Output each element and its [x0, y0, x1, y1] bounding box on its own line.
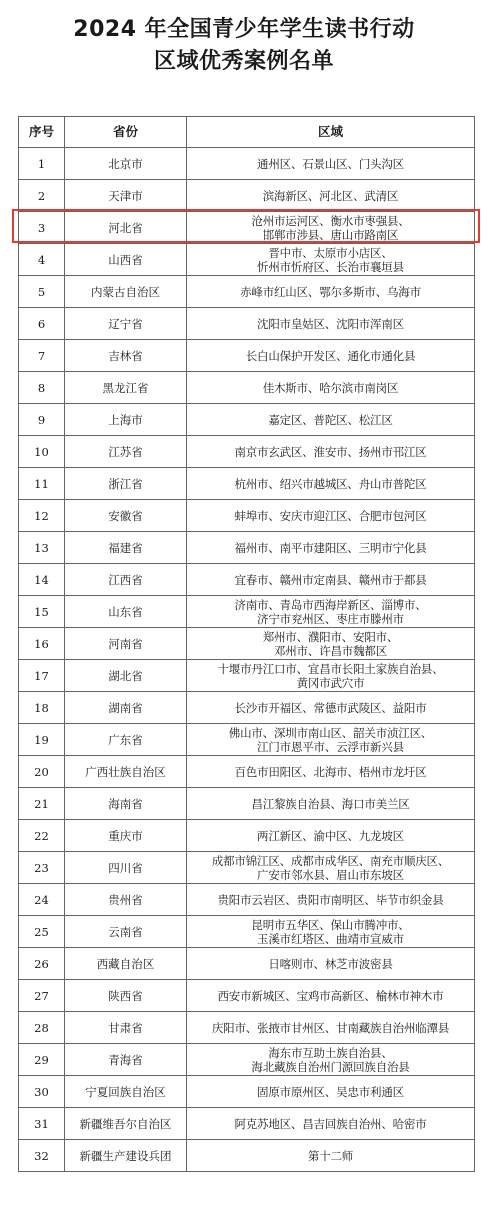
table-row — [19, 916, 475, 948]
table-row — [19, 1076, 475, 1108]
row-province: 吉林省 — [65, 340, 187, 372]
area-line: 贵阳市云岩区、贵阳市南明区、毕节市织金县 — [217, 892, 444, 907]
area-line: 邯郸市涉县、唐山市路南区 — [262, 227, 399, 242]
row-province: 内蒙古自治区 — [65, 276, 187, 308]
header-number: 序号 — [19, 117, 65, 148]
row-province: 海南省 — [65, 788, 187, 820]
table-row — [19, 276, 475, 308]
table-row — [19, 820, 475, 852]
row-province: 湖南省 — [65, 692, 187, 724]
row-areas — [187, 404, 475, 436]
table-row — [19, 980, 475, 1012]
table-row — [19, 372, 475, 404]
row-number: 13 — [19, 532, 65, 564]
table-row — [19, 596, 475, 628]
area-line: 阿克苏地区、昌吉回族自治州、哈密市 — [234, 1116, 427, 1131]
row-province: 山东省 — [65, 596, 187, 628]
row-province: 福建省 — [65, 532, 187, 564]
row-number: 2 — [19, 180, 65, 212]
table-row — [19, 692, 475, 724]
row-number: 29 — [19, 1044, 65, 1076]
area-line: 福州市、南平市建阳区、三明市宁化县 — [234, 540, 427, 555]
case-list-table — [18, 116, 475, 1172]
row-number: 27 — [19, 980, 65, 1012]
row-number: 10 — [19, 436, 65, 468]
row-number: 31 — [19, 1108, 65, 1140]
row-number: 4 — [19, 244, 65, 276]
area-line: 宜春市、赣州市定南县、赣州市于都县 — [234, 572, 427, 587]
row-areas — [187, 500, 475, 532]
area-line: 江门市恩平市、云浮市新兴县 — [257, 739, 404, 754]
row-province: 新疆维吾尔自治区 — [65, 1108, 187, 1140]
row-areas — [187, 884, 475, 916]
area-line: 杭州市、绍兴市越城区、舟山市普陀区 — [234, 476, 427, 491]
area-line: 晋中市、太原市小店区、 — [268, 245, 393, 260]
table-row — [19, 788, 475, 820]
area-line: 赤峰市红山区、鄂尔多斯市、乌海市 — [240, 284, 421, 299]
row-areas — [187, 276, 475, 308]
table-row — [19, 148, 475, 180]
title-line-1: 2024 年全国青少年学生读书行动 — [73, 17, 415, 42]
area-line: 郑州市、濮阳市、安阳市、 — [262, 629, 399, 644]
row-number: 9 — [19, 404, 65, 436]
row-number: 21 — [19, 788, 65, 820]
row-province: 西藏自治区 — [65, 948, 187, 980]
area-line: 昌江黎族自治县、海口市美兰区 — [251, 796, 410, 811]
row-province: 陕西省 — [65, 980, 187, 1012]
row-number: 8 — [19, 372, 65, 404]
area-line: 邓州市、许昌市魏都区 — [274, 643, 387, 658]
row-areas — [187, 436, 475, 468]
row-number: 23 — [19, 852, 65, 884]
table-row — [19, 436, 475, 468]
row-areas — [187, 308, 475, 340]
row-province: 湖北省 — [65, 660, 187, 692]
table-row — [19, 468, 475, 500]
area-line: 佛山市、深圳市南山区、韶关市浈江区、 — [228, 725, 433, 740]
table-row — [19, 1108, 475, 1140]
area-line: 通州区、石景山区、门头沟区 — [257, 156, 404, 171]
row-areas — [187, 1012, 475, 1044]
row-areas — [187, 980, 475, 1012]
row-number: 5 — [19, 276, 65, 308]
row-number: 25 — [19, 916, 65, 948]
row-province: 江西省 — [65, 564, 187, 596]
area-line: 广安市邻水县、眉山市东坡区 — [257, 867, 404, 882]
area-line: 固原市原州区、吴忠市利通区 — [257, 1084, 404, 1099]
area-line: 西安市新城区、宝鸡市高新区、榆林市神木市 — [217, 988, 444, 1003]
table-row — [19, 660, 475, 692]
row-areas — [187, 372, 475, 404]
area-line: 海北藏族自治州门源回族自治县 — [251, 1059, 410, 1074]
row-province: 甘肃省 — [65, 1012, 187, 1044]
row-areas — [187, 468, 475, 500]
row-areas — [187, 148, 475, 180]
row-areas — [187, 948, 475, 980]
row-number: 11 — [19, 468, 65, 500]
row-province: 新疆生产建设兵团 — [65, 1140, 187, 1172]
row-province: 广西壮族自治区 — [65, 756, 187, 788]
title-line-2: 区域优秀案例名单 — [153, 49, 334, 74]
row-number: 20 — [19, 756, 65, 788]
row-province: 四川省 — [65, 852, 187, 884]
table-row — [19, 852, 475, 884]
table-row — [19, 884, 475, 916]
row-number: 16 — [19, 628, 65, 660]
row-areas — [187, 916, 475, 948]
row-areas — [187, 340, 475, 372]
area-line: 济宁市兖州区、枣庄市滕州市 — [257, 611, 404, 626]
table-row — [19, 564, 475, 596]
header-province: 省份 — [65, 117, 187, 148]
row-number: 32 — [19, 1140, 65, 1172]
row-number: 12 — [19, 500, 65, 532]
area-line: 济南市、青岛市西海岸新区、淄博市、 — [234, 597, 427, 612]
row-number: 22 — [19, 820, 65, 852]
row-province: 青海省 — [65, 1044, 187, 1076]
area-line: 第十二师 — [307, 1148, 354, 1163]
area-line: 长白山保护开发区、通化市通化县 — [245, 348, 416, 363]
row-province: 山西省 — [65, 244, 187, 276]
row-province: 江苏省 — [65, 436, 187, 468]
row-areas — [187, 1076, 475, 1108]
row-province: 宁夏回族自治区 — [65, 1076, 187, 1108]
row-province: 黑龙江省 — [65, 372, 187, 404]
row-number: 7 — [19, 340, 65, 372]
area-line: 日喀则市、林芝市波密县 — [268, 956, 393, 971]
table-row — [19, 308, 475, 340]
row-areas — [187, 660, 475, 692]
area-line: 沧州市运河区、衡水市枣强县、 — [251, 213, 410, 228]
row-province: 重庆市 — [65, 820, 187, 852]
table-row — [19, 628, 475, 660]
row-province: 河北省 — [65, 212, 187, 244]
row-areas — [187, 596, 475, 628]
row-number: 18 — [19, 692, 65, 724]
row-number: 15 — [19, 596, 65, 628]
row-areas — [187, 692, 475, 724]
area-line: 十堰市丹江口市、宜昌市长阳土家族自治县、 — [217, 661, 444, 676]
area-line: 长沙市开福区、常德市武陵区、益阳市 — [234, 700, 427, 715]
row-areas — [187, 756, 475, 788]
row-number: 26 — [19, 948, 65, 980]
row-areas — [187, 724, 475, 756]
area-line: 昆明市五华区、保山市腾冲市、 — [251, 917, 410, 932]
row-province: 贵州省 — [65, 884, 187, 916]
row-province: 天津市 — [65, 180, 187, 212]
row-province: 浙江省 — [65, 468, 187, 500]
row-number: 6 — [19, 308, 65, 340]
table-row — [19, 756, 475, 788]
row-areas — [187, 820, 475, 852]
row-areas — [187, 1044, 475, 1076]
row-province: 安徽省 — [65, 500, 187, 532]
row-number: 28 — [19, 1012, 65, 1044]
area-line: 成都市锦江区、成都市成华区、南充市顺庆区、 — [211, 853, 450, 868]
row-areas — [187, 852, 475, 884]
table-row — [19, 1140, 475, 1172]
row-areas — [187, 1108, 475, 1140]
area-line: 黄冈市武穴市 — [296, 675, 365, 690]
table-row — [19, 212, 475, 244]
row-province: 辽宁省 — [65, 308, 187, 340]
row-number: 14 — [19, 564, 65, 596]
area-line: 庆阳市、张掖市甘州区、甘南藏族自治州临潭县 — [211, 1020, 450, 1035]
table-row — [19, 948, 475, 980]
row-areas — [187, 1140, 475, 1172]
area-line: 嘉定区、普陀区、松江区 — [268, 412, 393, 427]
table-header-row — [19, 117, 475, 148]
row-areas — [187, 244, 475, 276]
row-number: 30 — [19, 1076, 65, 1108]
area-line: 两江新区、渝中区、九龙坡区 — [257, 828, 404, 843]
area-line: 海东市互助土族自治县、 — [268, 1045, 393, 1060]
row-number: 3 — [19, 212, 65, 244]
table-row — [19, 180, 475, 212]
area-line: 忻州市忻府区、长治市襄垣县 — [257, 259, 404, 274]
table-row — [19, 340, 475, 372]
table-row — [19, 724, 475, 756]
area-line: 百色市田阳区、北海市、梧州市龙圩区 — [234, 764, 427, 779]
row-province: 河南省 — [65, 628, 187, 660]
table-row — [19, 1044, 475, 1076]
row-number: 1 — [19, 148, 65, 180]
table-row — [19, 500, 475, 532]
row-areas — [187, 628, 475, 660]
row-number: 24 — [19, 884, 65, 916]
row-areas — [187, 180, 475, 212]
row-number: 19 — [19, 724, 65, 756]
row-areas — [187, 564, 475, 596]
row-areas — [187, 212, 475, 244]
row-province: 广东省 — [65, 724, 187, 756]
area-line: 南京市玄武区、淮安市、扬州市邗江区 — [234, 444, 427, 459]
area-line: 玉溪市红塔区、曲靖市宣威市 — [257, 931, 404, 946]
area-line: 沈阳市皇姑区、沈阳市浑南区 — [257, 316, 404, 331]
table-row — [19, 532, 475, 564]
table-row — [19, 244, 475, 276]
area-line: 滨海新区、河北区、武清区 — [262, 188, 399, 203]
area-line: 佳木斯市、哈尔滨市南岗区 — [262, 380, 399, 395]
row-areas — [187, 788, 475, 820]
document-title — [0, 14, 488, 78]
row-province: 上海市 — [65, 404, 187, 436]
row-province: 北京市 — [65, 148, 187, 180]
row-areas — [187, 532, 475, 564]
row-number: 17 — [19, 660, 65, 692]
row-province: 云南省 — [65, 916, 187, 948]
area-line: 蚌埠市、安庆市迎江区、合肥市包河区 — [234, 508, 427, 523]
table-row — [19, 404, 475, 436]
table-row — [19, 1012, 475, 1044]
header-area: 区域 — [187, 117, 475, 148]
